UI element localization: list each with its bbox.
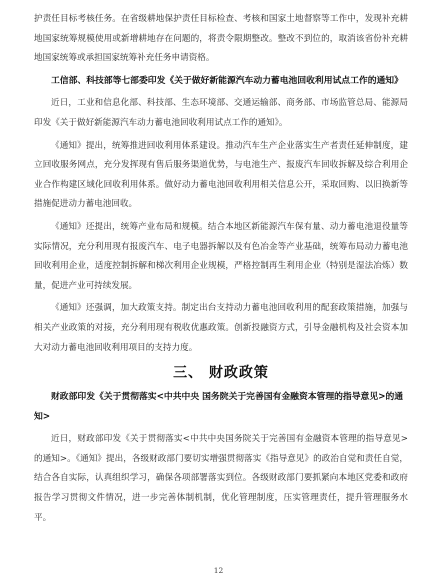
paragraph: 近日，财政部印发《关于贯彻落实<中共中央国务院关于完善国有金融资本管理的指导意见>的通知>。《通知》提出，各级财政部门要切实增强贯彻落实《指导意见》的政治自觉和责任自觉，结合各自实际，认真组织学习，确保各项部署落实到位。各级财政部门要抓紧向本地区党委和政府报告学习贯彻文件情况，进一步完善体制机制，优化管理制度，压实管理责任，提升管理服务水平。 bbox=[34, 434, 408, 523]
page-number: 12 bbox=[213, 566, 224, 575]
paragraph-continued: 护责任目标考核任务。在省级耕地保护责任目标检查、考核和国家土地督察等工作中，发现补充耕地国家统筹规模使用或新增耕地存在问题的，将责令限期整改。整改不到位的，取消该省份补充耕地国家统筹或承担国家统筹补充任务申请资格。 bbox=[34, 14, 408, 64]
news-heading-battery-recycling: 工信部、科技部等七部委印发《关于做好新能源汽车动力蓄电池回收利用试点工作的通知》 bbox=[51, 75, 403, 86]
document-body bbox=[34, 10, 408, 531]
section-title: 三、 财政政策 bbox=[173, 365, 269, 382]
paragraph: 《通知》还强调，加大政策支持。制定出台支持动力蓄电池回收利用的配套政策措施，加强与相关产业政策的对接，充分利用现有税收优惠政策。创新投融资方式，引导金融机构及社会资本加大对动力蓄电池回收利用项目的支持力度。 bbox=[34, 303, 408, 353]
paragraph: 《通知》还提出，统筹产业布局和规模。结合本地区新能源汽车保有量、动力蓄电池退役量等实际情况，充分利用现有报废汽车、电子电器拆解以及有色冶金等产业基础，统筹布局动力蓄电池回收利用企业，适度控制拆解和梯次利用企业规模，严格控制再生利用企业（特别是湿法冶炼）数量，促进产业可持续发展。 bbox=[34, 221, 408, 291]
news-heading-financial-capital: 财政部印发《关于贯彻落实<中共中央 国务院关于完善国有金融资本管理的指导意见>的通知> bbox=[34, 392, 404, 422]
paragraph: 《通知》提出，统筹推进回收利用体系建设。推动汽车生产企业落实生产者责任延伸制度，建立回收服务网点，充分发挥现有售后服务渠道优势，与电池生产、报废汽车回收拆解及综合利用企业合作构建区域化回收利用体系。做好动力蓄电池回收利用相关信息公开，采取回购、以旧换新等措施促进动力蓄电池回收。 bbox=[34, 140, 408, 210]
paragraph: 近日，工业和信息化部、科技部、生态环境部、交通运输部、商务部、市场监管总局、能源局印发《关于做好新能源汽车动力蓄电池回收利用试点工作的通知》。 bbox=[34, 98, 408, 128]
